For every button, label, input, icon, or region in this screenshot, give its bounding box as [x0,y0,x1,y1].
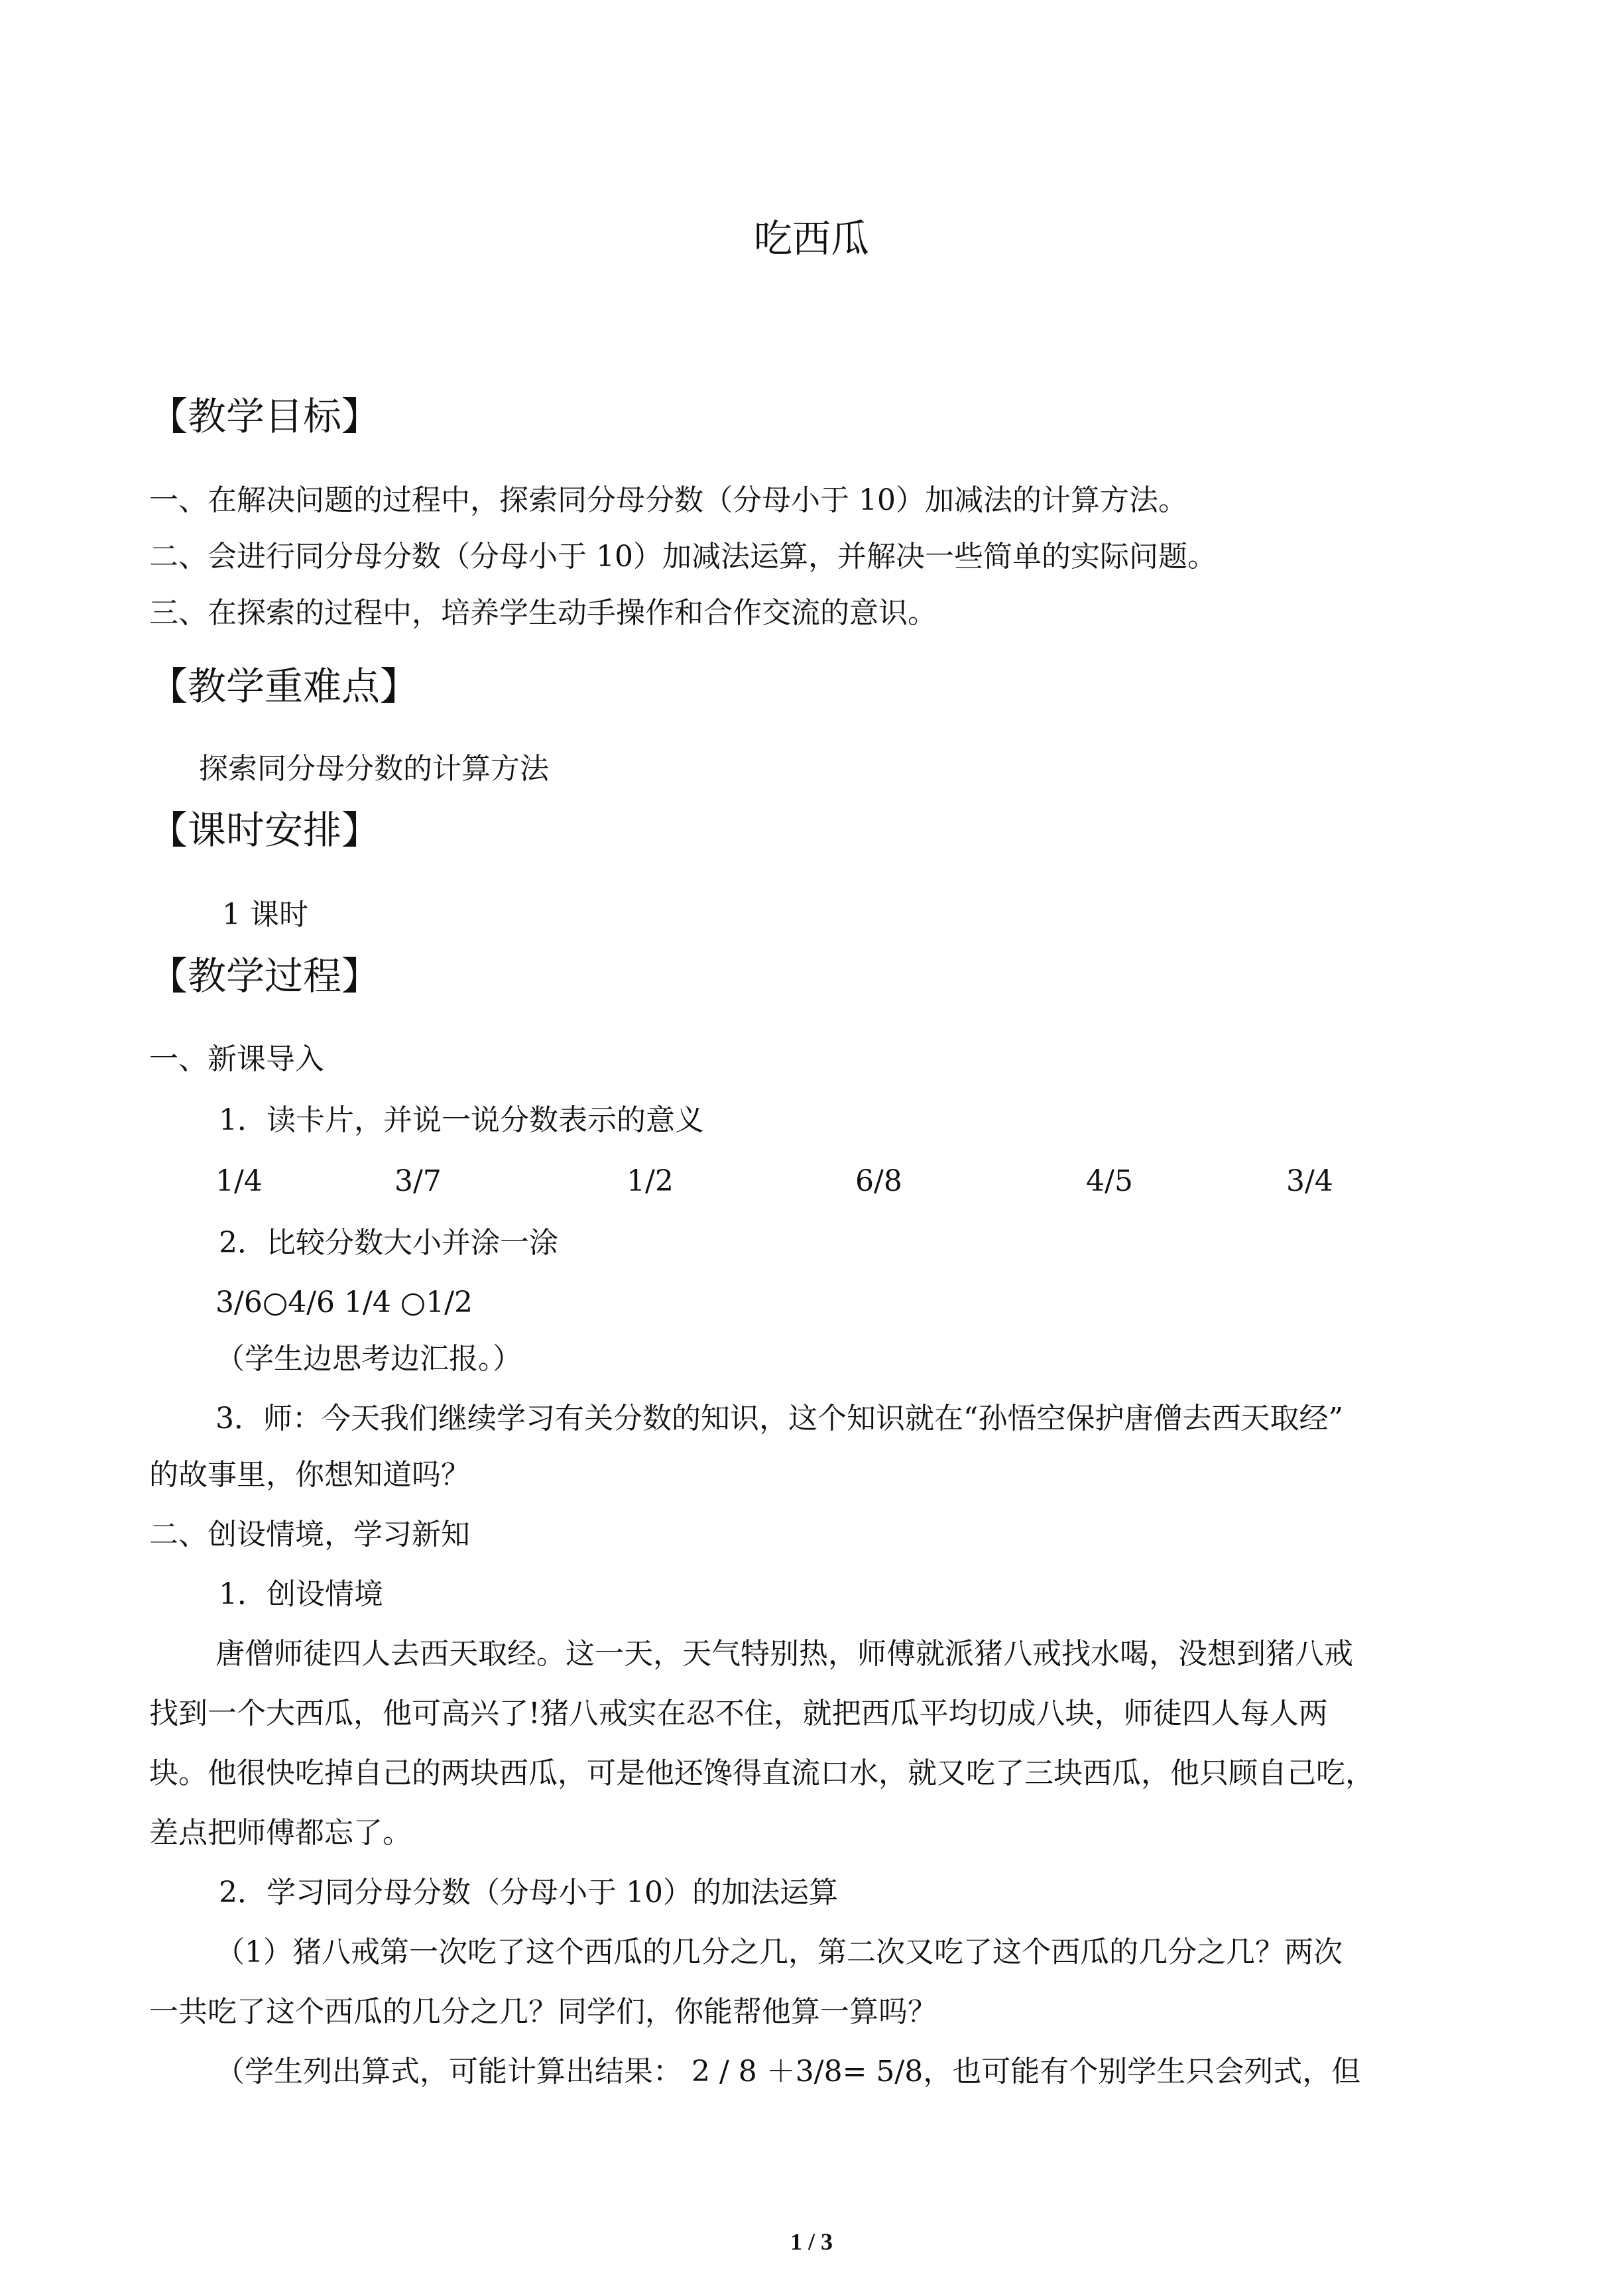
sub-create-situation: 1．创设情境 [219,1577,383,1611]
question-line: 一共吃了这个西瓜的几分之几？同学们，你能帮他算一算吗？ [149,1995,937,2029]
heading-goals: 【教学目标】 [149,394,381,439]
student-report-note: （学生边思考边汇报。） [215,1342,522,1376]
fraction-card: 3/4 [1286,1164,1333,1198]
story-line: 找到一个大西瓜，他可高兴了!猪八戒实在忍不住，就把西瓜平均切成八块，师徒四人每人两 [149,1697,1328,1730]
fraction-card: 6/8 [855,1164,902,1198]
section-situation-title: 二、创设情境，学习新知 [149,1518,470,1551]
story-line: 差点把师傅都忘了。 [149,1816,412,1850]
story-line: 唐僧师徒四人去西天取经。这一天，天气特别热，师傅就派猪八戒找水喝，没想到猪八戒 [215,1637,1353,1671]
step-teacher-line1: 3．师：今天我们继续学习有关分数的知识，这个知识就在“孙悟空保护唐僧去西天取经” [215,1402,1343,1435]
heading-process: 【教学过程】 [149,953,381,998]
fraction-card: 1/2 [627,1164,674,1198]
story-line: 块。他很快吃掉自己的两块西瓜，可是他还馋得直流口水，就又吃了三块西瓜，他只顾自己吃， [149,1756,1374,1790]
fraction-card: 4/5 [1086,1164,1133,1198]
step-read-cards: 1．读卡片，并说一说分数表示的意义 [219,1103,704,1137]
fraction-card: 3/7 [394,1164,442,1198]
page-number: 1 / 3 [790,2228,833,2255]
section-intro-title: 一、新课导入 [149,1042,324,1076]
goal-item: 二、会进行同分母分数（分母小于 10）加减法运算，并解决一些简单的实际问题。 [149,540,1217,574]
question-line: （1）猪八戒第一次吃了这个西瓜的几分之几，第二次又吃了这个西瓜的几分之几？两次 [215,1935,1343,1969]
step-compare: 2．比较分数大小并涂一涂 [219,1226,558,1260]
key-points-text: 探索同分母分数的计算方法 [199,752,549,786]
goal-item: 三、在探索的过程中，培养学生动手操作和合作交流的意识。 [149,596,937,630]
fraction-card: 1/4 [215,1164,263,1198]
page-title: 吃西瓜 [753,216,869,261]
step-teacher-line2: 的故事里，你想知道吗？ [149,1458,470,1492]
answer-line: （学生列出算式，可能计算出结果： 2 / 8 ＋3/8= 5/8，也可能有个别学生只会列式，但 [215,2055,1361,2088]
heading-schedule: 【课时安排】 [149,808,381,853]
compare-expression: 3/6○4/6 1/4 ○1/2 [215,1286,473,1319]
goal-item: 一、在解决问题的过程中，探索同分母分数（分母小于 10）加减法的计算方法。 [149,483,1187,517]
heading-key-points: 【教学重难点】 [149,664,419,709]
schedule-text: 1 课时 [222,898,308,932]
sub-addition: 2．学习同分母分数（分母小于 10）的加法运算 [219,1876,838,1909]
